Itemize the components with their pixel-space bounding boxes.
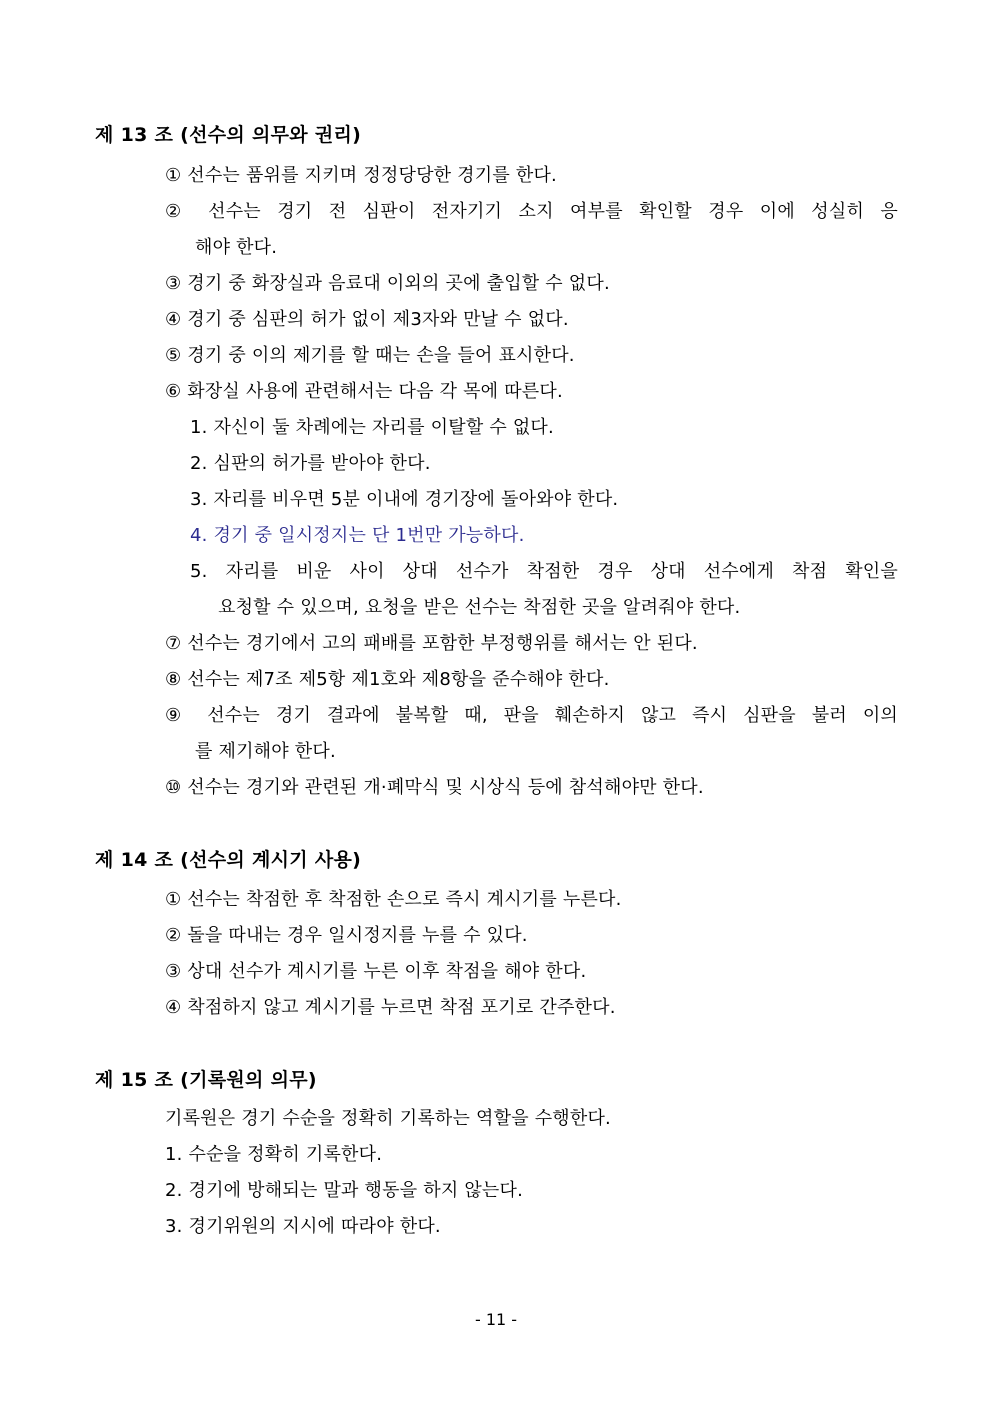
article-14-item-3: ③ 상대 선수가 계시기를 누른 이후 착점을 해야 한다. — [165, 961, 587, 982]
article-13-subitem-5: 5. 자리를 비운 사이 상대 선수가 착점한 경우 상대 선수에게 착점 확인을 — [190, 561, 898, 582]
article-15-intro: 기록원은 경기 수순을 정확히 기록하는 역할을 수행한다. — [165, 1108, 611, 1129]
article-13-item-3: ③ 경기 중 화장실과 음료대 이외의 곳에 출입할 수 없다. — [165, 273, 610, 294]
article-13-subitem-5-cont: 요청할 수 있으며, 요청을 받은 선수는 착점한 곳을 알려줘야 한다. — [218, 597, 741, 618]
article-13-item-1: ① 선수는 품위를 지키며 정정당당한 경기를 한다. — [165, 165, 557, 186]
article-13-item-2-cont: 해야 한다. — [195, 237, 278, 258]
article-14-item-2: ② 돌을 따내는 경우 일시정지를 누를 수 있다. — [165, 925, 528, 946]
page-number: - 11 - — [474, 1310, 518, 1329]
article-14-title: 제 14 조 (선수의 계시기 사용) — [95, 849, 362, 871]
article-13-subitem-2: 2. 심판의 허가를 받아야 한다. — [190, 453, 431, 474]
article-14-item-1: ① 선수는 착점한 후 착점한 손으로 즉시 계시기를 누른다. — [165, 889, 622, 910]
article-13-item-2: ② 선수는 경기 전 심판이 전자기기 소지 여부를 확인할 경우 이에 성실히 응 — [165, 201, 898, 222]
article-15-item-3: 3. 경기위원의 지시에 따라야 한다. — [165, 1216, 441, 1237]
article-13-title: 제 13 조 (선수의 의무와 권리) — [95, 124, 362, 146]
article-13-item-6: ⑥ 화장실 사용에 관련해서는 다음 각 목에 따른다. — [165, 381, 563, 402]
article-13-item-4: ④ 경기 중 심판의 허가 없이 제3자와 만날 수 없다. — [165, 309, 569, 330]
article-13-item-10: ⑩ 선수는 경기와 관련된 개·폐막식 및 시상식 등에 참석해야만 한다. — [165, 777, 704, 798]
article-13-item-8: ⑧ 선수는 제7조 제5항 제1호와 제8항을 준수해야 한다. — [165, 669, 610, 690]
article-13-item-9: ⑨ 선수는 경기 결과에 불복할 때, 판을 훼손하지 않고 즉시 심판을 불러 이의 — [165, 705, 898, 726]
article-15-item-2: 2. 경기에 방해되는 말과 행동을 하지 않는다. — [165, 1180, 524, 1201]
article-15-item-1: 1. 수순을 정확히 기록한다. — [165, 1144, 383, 1165]
article-13-subitem-4: 4. 경기 중 일시정지는 단 1번만 가능하다. — [190, 525, 525, 546]
article-13-item-7: ⑦ 선수는 경기에서 고의 패배를 포함한 부정행위를 해서는 안 된다. — [165, 633, 698, 654]
article-14-item-4: ④ 착점하지 않고 계시기를 누르면 착점 포기로 간주한다. — [165, 997, 616, 1018]
article-15-title: 제 15 조 (기록원의 의무) — [95, 1069, 317, 1091]
article-13-item-9-cont: 를 제기해야 한다. — [195, 741, 336, 762]
article-13-subitem-1: 1. 자신이 둘 차례에는 자리를 이탈할 수 없다. — [190, 417, 554, 438]
article-13-subitem-3: 3. 자리를 비우면 5분 이내에 경기장에 돌아와야 한다. — [190, 489, 619, 510]
article-13-item-5: ⑤ 경기 중 이의 제기를 할 때는 손을 들어 표시한다. — [165, 345, 575, 366]
